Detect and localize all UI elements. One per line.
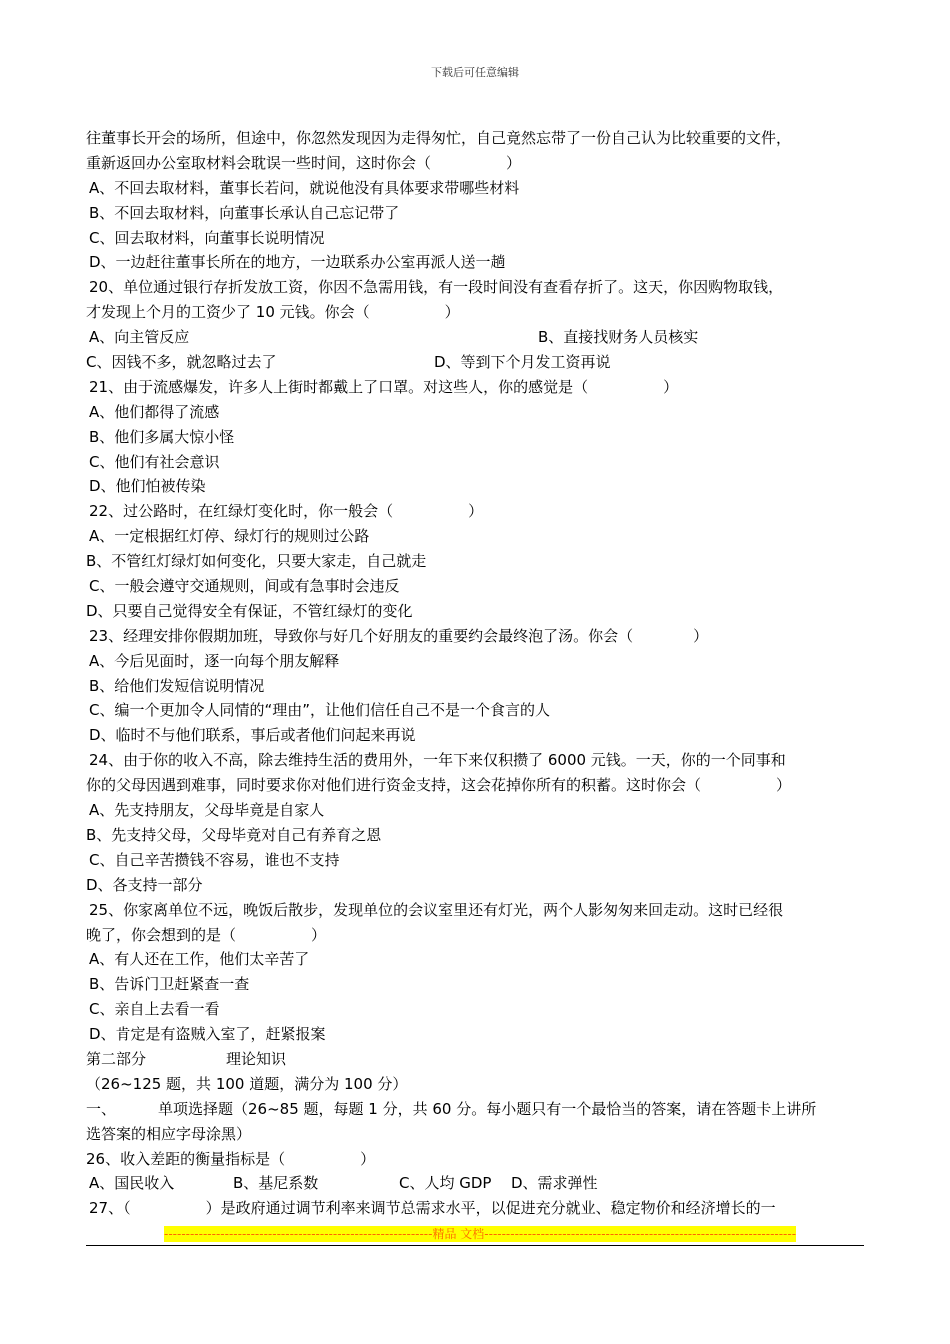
- q23-option-b: B、给他们发短信说明情况: [89, 676, 265, 695]
- q26-option-c: C、人均 GDP: [399, 1174, 492, 1193]
- part2-title: [86, 1047, 864, 1072]
- q20-text-line-2: 才发现上个月的工资少了 10 元钱。你会（ ）: [86, 303, 460, 322]
- q23-option-c: C、编一个更加令人同情的“理由”，让他们信任自己不是一个食言的人: [89, 701, 551, 720]
- q26-options-row: [86, 1171, 864, 1196]
- q23-option-a: A、今后见面时，逐一向每个朋友解释: [89, 651, 340, 670]
- q19-text-line-2: 重新返回办公室取材料会耽误一些时间，这时你会（ ）: [86, 153, 522, 172]
- q25-option-c: C、亲自上去看一看: [89, 1000, 220, 1019]
- page-header: 下载后可任意编辑: [431, 66, 519, 79]
- q24-option-c: C、自己辛苦攒钱不容易，谁也不支持: [89, 850, 340, 869]
- q26-option-d: D、需求弹性: [511, 1174, 598, 1193]
- q24-option-a: A、先支持朋友，父母毕竟是自家人: [89, 801, 325, 820]
- q20-text-line-1: 20、单位通过银行存折发放工资，你因不急需用钱，有一段时间没有查看存折了。这天，你因购物取钱，: [89, 278, 784, 297]
- q22-option-c: C、一般会遵守交通规则，间或有急事时会违反: [89, 577, 400, 596]
- q21-option-b: B、他们多属大惊小怪: [89, 427, 235, 446]
- q19-option-c: C、回去取材料，向董事长说明情况: [89, 228, 325, 247]
- q27-text: 27、（ ）是政府通过调节利率来调节总需求水平，以促进充分就业、稳定物价和经济增长的一: [89, 1199, 776, 1218]
- q20-option-a: A、向主管反应: [89, 328, 190, 347]
- q20-options-row-2: [86, 350, 864, 375]
- section-text-2: 选答案的相应字母涂黑）: [86, 1124, 252, 1143]
- q24-text-line-1: 24、由于你的收入不高，除去维持生活的费用外，一年下来仅积攒了 6000 元钱。一天，你的一个同事和: [89, 751, 786, 770]
- q22-option-b: B、不管红灯绿灯如何变化，只要大家走，自己就走: [86, 552, 427, 571]
- section-heading-line-1: [86, 1097, 864, 1122]
- q19-option-a: A、不回去取材料，董事长若问，就说他没有具体要求带哪些材料: [89, 178, 520, 197]
- document-body: [86, 126, 864, 1221]
- q25-option-d: D、肯定是有盗贼入室了，赶紧报案: [89, 1025, 326, 1044]
- q22-text: 22、过公路时，在红绿灯变化时，你一般会（ ）: [89, 502, 484, 521]
- section-text-1: 单项选择题（26~85 题，每题 1 分，共 60 分。每小题只有一个最恰当的答案，请在答题卡上讲所: [158, 1099, 817, 1118]
- q20-option-c: C、因钱不多，就忽略过去了: [86, 353, 277, 372]
- q24-option-b: B、先支持父母，父母毕竟对自己有养育之恩: [86, 825, 382, 844]
- q26-text: 26、收入差距的衡量指标是（ ）: [86, 1149, 376, 1168]
- q22-option-a: A、一定根据红灯停、绿灯行的规则过公路: [89, 527, 370, 546]
- q21-option-c: C、他们有社会意识: [89, 452, 220, 471]
- q22-option-d: D、只要自己觉得安全有保证，不管红绿灯的变化: [86, 601, 413, 620]
- part2-title-b: 理论知识: [226, 1049, 287, 1068]
- q23-text: 23、经理安排你假期加班，导致你与好几个好朋友的重要约会最终泡了汤。你会（ ）: [89, 626, 709, 645]
- part2-note: （26~125 题，共 100 道题，满分为 100 分）: [86, 1074, 408, 1093]
- q25-text-line-1: 25、你家离单位不远，晚饭后散步，发现单位的会议室里还有灯光，两个人影匆匆来回走动。这时已经很: [89, 900, 784, 919]
- footer-rule: [86, 1245, 864, 1246]
- q21-text: 21、由于流感爆发，许多人上街时都戴上了口罩。对这些人，你的感觉是（ ）: [89, 377, 679, 396]
- q21-option-d: D、他们怕被传染: [89, 477, 206, 496]
- q21-option-a: A、他们都得了流感: [89, 402, 220, 421]
- q24-option-d: D、各支持一部分: [86, 875, 203, 894]
- q23-option-d: D、临时不与他们联系，事后或者他们问起来再说: [89, 726, 416, 745]
- q20-option-b: B、直接找财务人员核实: [538, 328, 699, 347]
- q25-option-a: A、有人还在工作，他们太辛苦了: [89, 950, 310, 969]
- q26-option-a: A、国民收入: [89, 1174, 175, 1193]
- footer-banner: --------------------------------------------------------------精品 文档------------------------------------------------------------------------: [164, 1227, 797, 1241]
- q20-option-d: D、等到下个月发工资再说: [434, 353, 611, 372]
- q24-text-line-2: 你的父母因遇到难事，同时要求你对他们进行资金支持，这会花掉你所有的积蓄。这时你会（ ）: [86, 776, 792, 795]
- q26-option-b: B、基尼系数: [233, 1174, 319, 1193]
- q20-options-row-1: [86, 325, 864, 350]
- q19-option-d: D、一边赶往董事长所在的地方，一边联系办公室再派人送一趟: [89, 253, 506, 272]
- q19-text-line-1: 往董事长开会的场所，但途中，你忽然发现因为走得匆忙，自己竟然忘带了一份自己认为比较重要的文件，: [86, 129, 792, 147]
- q19-option-b: B、不回去取材料，向董事长承认自己忘记带了: [89, 203, 400, 222]
- part2-title-a: 第二部分: [86, 1049, 147, 1068]
- q25-option-b: B、告诉门卫赶紧查一查: [89, 975, 250, 994]
- q25-text-line-2: 晚了，你会想到的是（ ）: [86, 925, 327, 944]
- section-number: 一、: [86, 1099, 117, 1118]
